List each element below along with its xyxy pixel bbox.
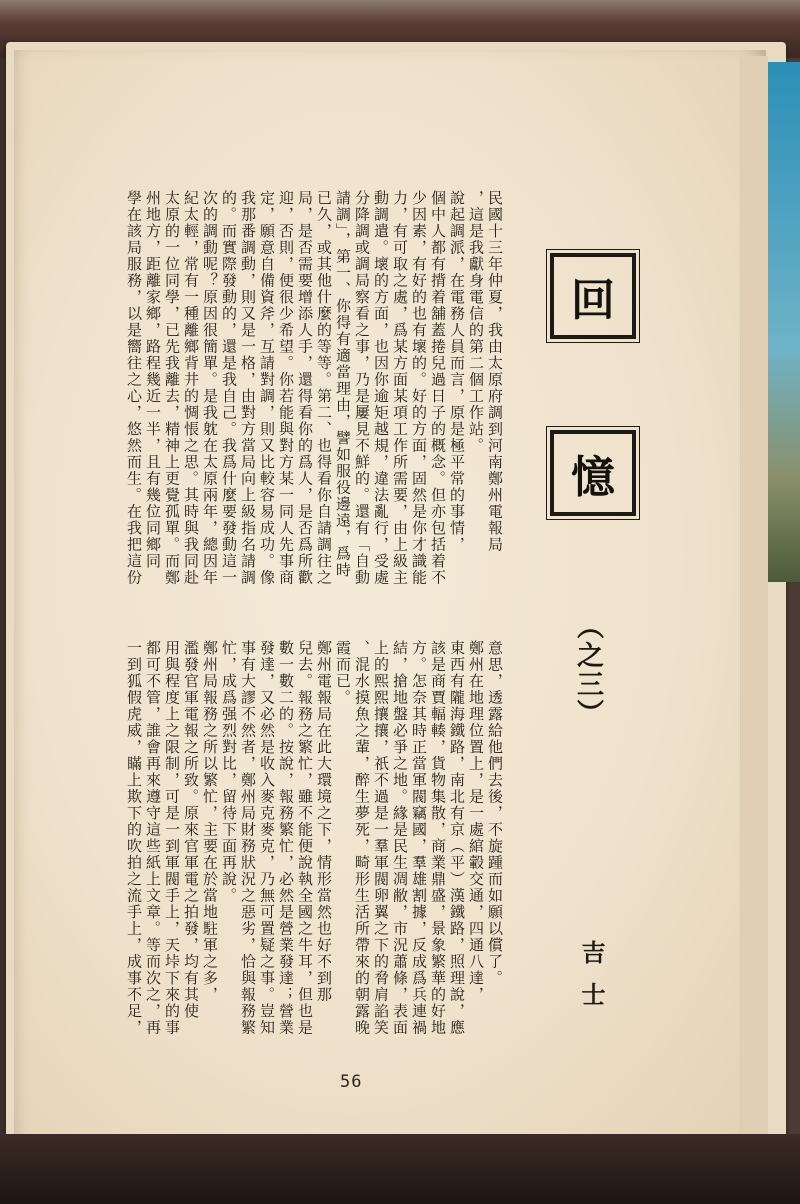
- body-text-upper: 民國十三年仲夏，我由太原府調到河南鄭州電報局 ，這是我獻身電信的第二個工作站。 說起調派，在電務人員而言，原是極平常的事情， 個中人都有揹着舖蓋捲兒過日子的概念。但亦包括着不 少因素，有好的也有壞的。好的方面，固然是你才識能 力，有可取之處，爲某方面某項工作所需要，由上級主 動調遣。壞的方面，也因你逾矩越規，違法亂行，受處 分降調或調局察看之事，乃是屢見不鮮的。還有「自動 請調」，第一、你得有適當理由，譬如服役邊遠，爲時 已久，或其他什麼的等等。第二、也得看你自請調往之 局，是否需要增添人手，還得看你的爲人，是否爲所歡 迎，否則，便很少希望。你若能與對方某一同人先事商 定，願意自備資斧，互請對調，則又比較容易成功。像 我那番調動，則又是一格，由對方當局向上級指名請調 的。而實際發動的，還是我自己。我爲什麼要發動這一 次的調動呢？原因很簡單。是我躭在太原兩年，總因年 紀太輕，常有一種離鄉背井的惆悵之思。其時與我同赴 太原的一位同學，已先我離去，精神上更覺孤單。而鄭 州地方，距離家鄉，路程幾近一半，且有幾位同鄉同 學在該局服務，以是嚮往之心，悠然而生。在我把這份: [125, 190, 504, 586]
- adjacent-photo-edge: [766, 62, 800, 582]
- title-box-second: [550, 430, 636, 516]
- body-text-lower: 意思，透露給他們去後，不旋踵而如願以償了。 鄭州在地理位置上，是一處綰轂交通，四通八達， 東西有隴海鐵路，南北有京（平）漢鐵路，照理說，應 該是商賈輻輳，貨物集散，商業鼎盛，景象繁華的好地 方。怎奈其時正當軍閥竊國，羣雄割據，反成爲兵連禍 結，搶地盤必爭之地。緣是民生凋敝，市況蕭條，表面 上的熙熙攘攘，祇不過是一羣軍閥卵翼之下的脅肩諂笑 、混水摸魚之輩，醉生夢死，畸形生活所帶來的朝露晚 霞而已。 鄭州電報局在此大環境之下，情形當然也好不到那 兒去。報務之繁忙，雖不能便說執全國之牛耳，但也是 數一數二的。按說，報務繁忙，必然是營業發達；營業 發達，又必然是收入麥克麥克，乃無可置疑之事。豈知 事有大謬不然者，鄭州局財務狀況之惡劣，恰與報務繁 忙，成爲强烈對比，留待下面再說。 鄭州局報務之所以繁忙，主要在於當地駐軍之多， 濫發官軍電報之所致。原來官軍電之拍發，均有其使 用與程度上之限制，可是一到軍閥手上，天垰下來的事 都可不管，誰會再來遵守這些紙上文章。等而次之，再 一到狐假虎威，瞞上欺下的吹拍之流手上，成事不足，: [125, 640, 504, 1036]
- article-subtitle: （之三）: [572, 612, 603, 728]
- book-cover-bottom-edge: [0, 1134, 800, 1204]
- title-char-second: 憶: [571, 452, 615, 503]
- page-number: 56: [340, 1072, 363, 1092]
- article-author: 吉士: [577, 940, 606, 1024]
- title-char-first: 回: [571, 275, 615, 326]
- page-edges: [740, 56, 768, 1160]
- title-box-first: [550, 253, 636, 339]
